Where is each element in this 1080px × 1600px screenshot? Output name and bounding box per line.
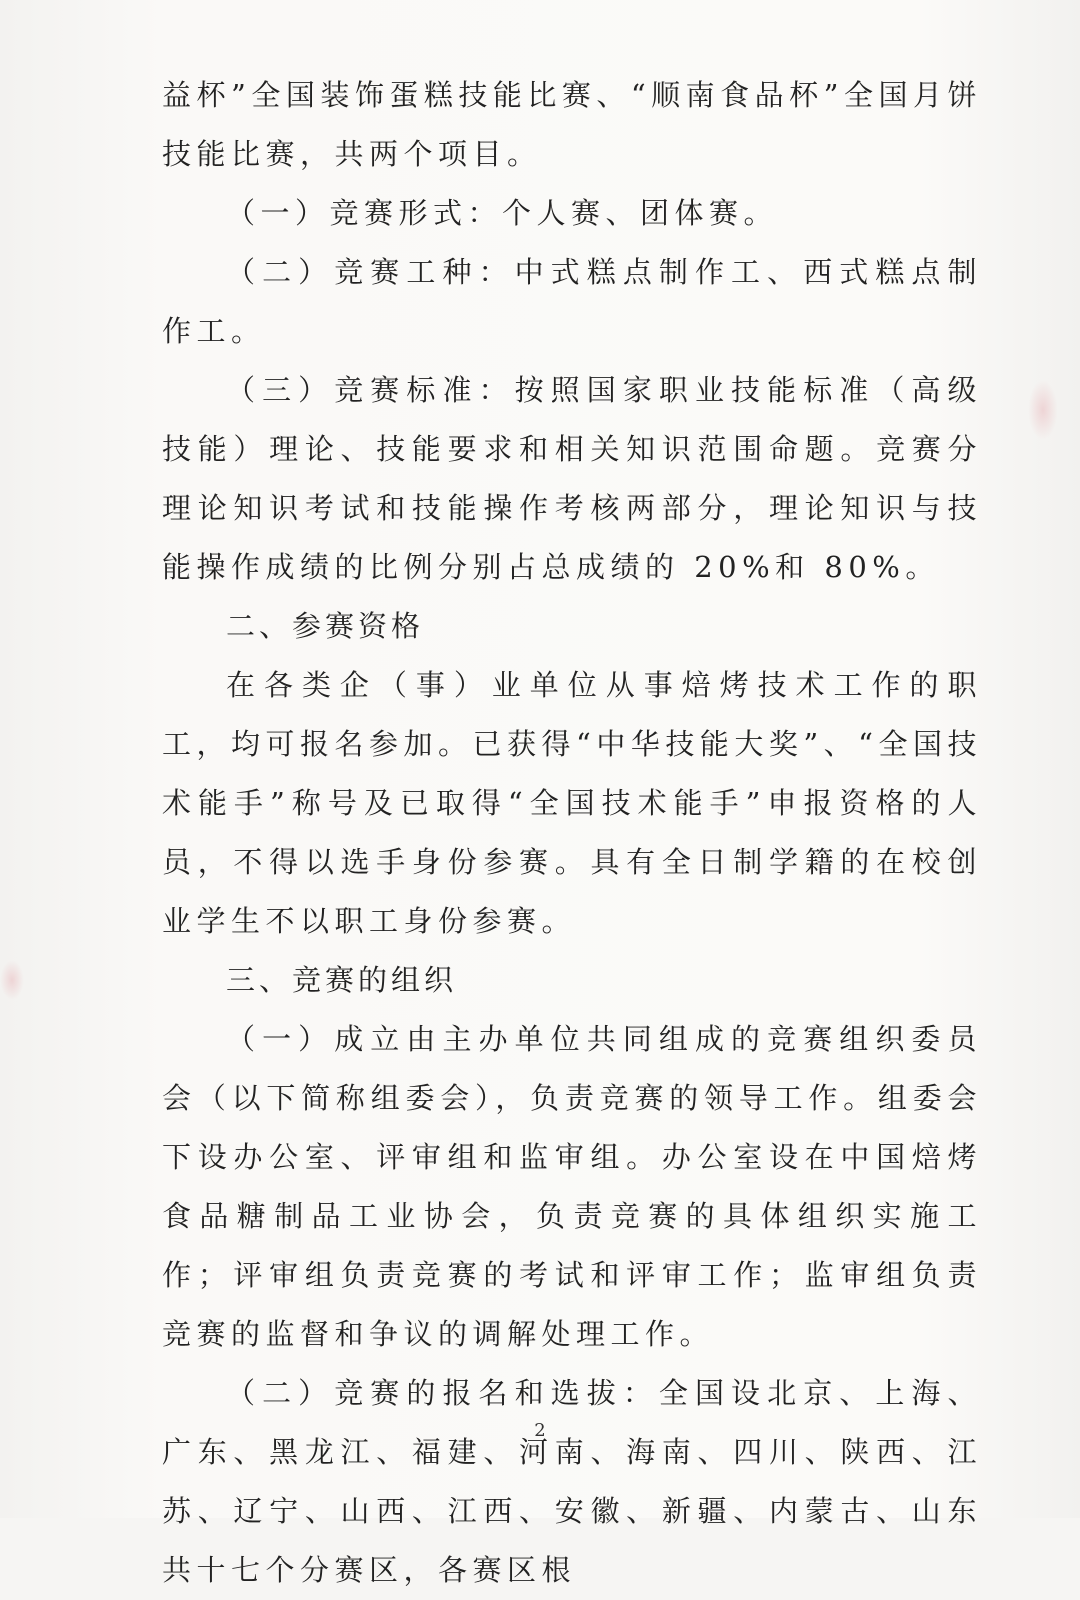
paragraph-registration-selection: （二）竞赛的报名和选拔：全国设北京、上海、广东、黑龙江、福建、河南、海南、四川、陕西、江苏、辽宁、山西、江西、安徽、新疆、内蒙古、山东共十七个分赛区，各赛区根: [162, 1376, 982, 1587]
document-body: [162, 66, 982, 1600]
paragraph-eligibility: 在各类企（事）业单位从事焙烤技术工作的职工，均可报名参加。已获得“中华技能大奖”、“全国技术能手”称号及已取得“全国技术能手”申报资格的人员，不得以选手身份参赛。具有全日制学籍的在校创业学生不以职工身份参赛。: [162, 668, 982, 938]
stamp-bleed-mark-left: [0, 960, 24, 1000]
paragraph-competition-trades: （二）竞赛工种：中式糕点制作工、西式糕点制作工。: [162, 255, 982, 348]
section-heading-eligibility: 二、参赛资格: [226, 609, 425, 643]
paragraph-competition-format: （一）竞赛形式：个人赛、团体赛。: [226, 196, 779, 230]
paragraph-organizing-committee: （一）成立由主办单位共同组成的竞赛组织委员会（以下简称组委会），负责竞赛的领导工作。组委会下设办公室、评审组和监审组。办公室设在中国焙烤食品糖制品工业协会，负责竞赛的具体组织实施工作；评审组负责竞赛的考试和评审工作；监审组负责竞赛的监督和争议的调解处理工作。: [162, 1022, 982, 1351]
paragraph-project-list: 益杯”全国装饰蛋糕技能比赛、“顺南食品杯”全国月饼技能比赛，共两个项目。: [162, 78, 982, 171]
paragraph-competition-standard: （三）竞赛标准：按照国家职业技能标准（高级技能）理论、技能要求和相关知识范围命题。竞赛分理论知识考试和技能操作考核两部分，理论知识与技能操作成绩的比例分别占总成绩的 20%和 80%。: [162, 373, 982, 584]
stamp-bleed-mark: [1028, 380, 1058, 440]
section-heading-organization: 三、竞赛的组织: [226, 963, 458, 997]
page-number: 2: [534, 1420, 546, 1441]
